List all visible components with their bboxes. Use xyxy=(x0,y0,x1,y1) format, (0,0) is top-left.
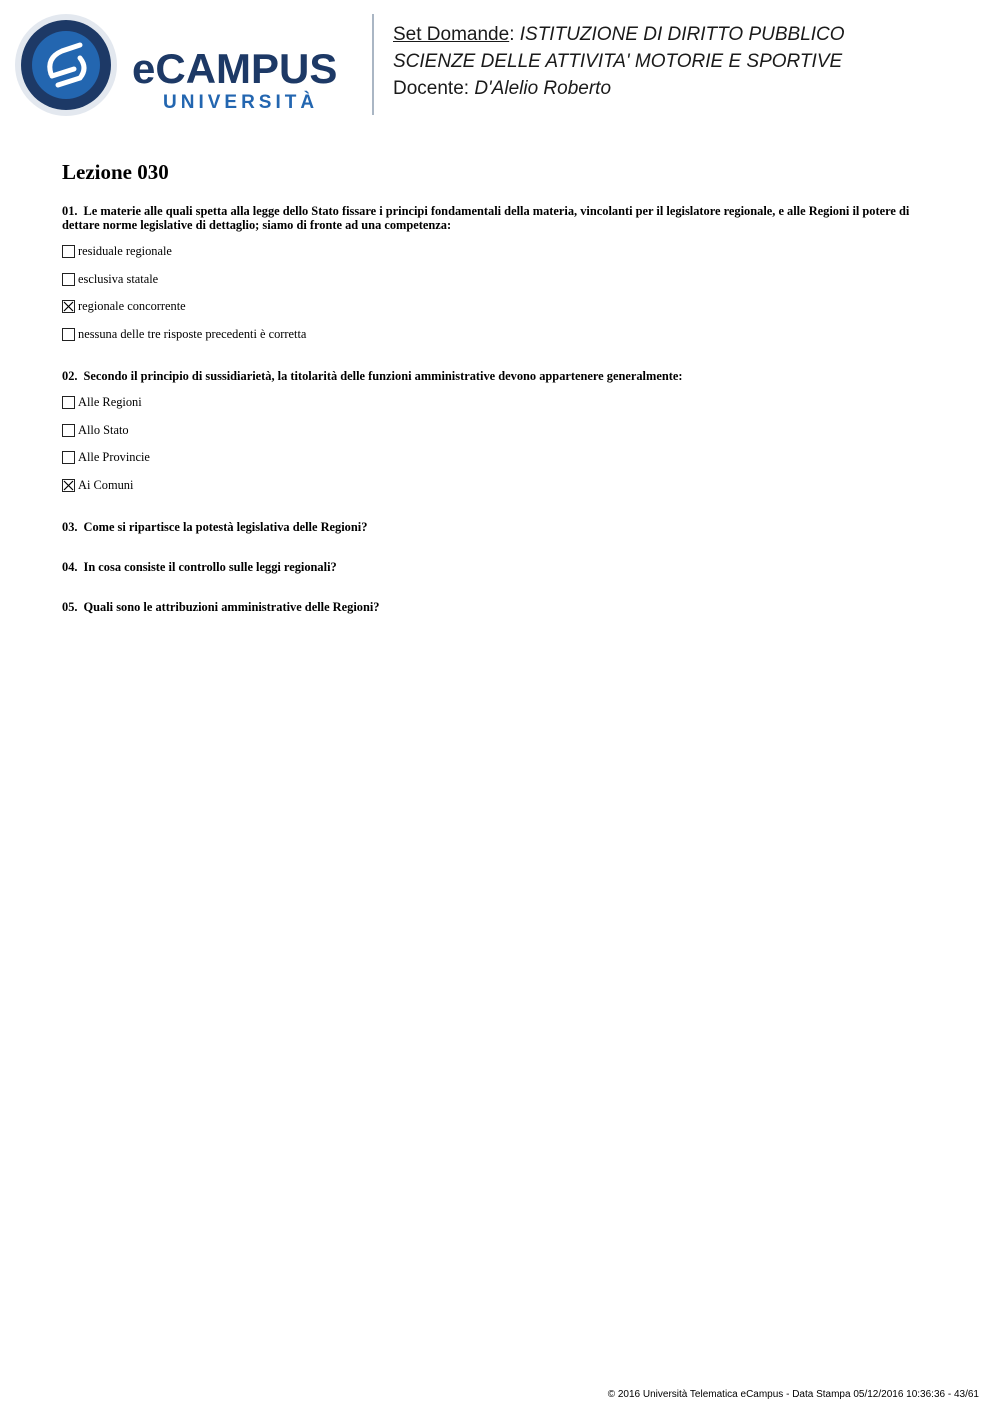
question-number: 02. xyxy=(62,369,78,383)
teacher-line xyxy=(393,75,845,102)
option-label: regionale concorrente xyxy=(78,298,186,313)
course-header xyxy=(393,21,845,102)
page-footer: © 2016 Università Telematica eCampus - Data Stampa 05/12/2016 10:36:36 - 43/61 xyxy=(607,1389,979,1400)
logo-seal-inner xyxy=(32,31,100,99)
question-03 xyxy=(62,520,367,534)
header-divider xyxy=(372,14,374,115)
question-05 xyxy=(62,600,380,614)
question-text: Quali sono le attribuzioni amministrative delle Regioni? xyxy=(83,600,380,614)
option-q1-2[interactable] xyxy=(62,271,158,287)
option-label: nessuna delle tre risposte precedenti è corretta xyxy=(78,326,307,341)
option-label: Allo Stato xyxy=(78,422,129,437)
question-number: 03. xyxy=(62,520,78,534)
option-label: Alle Regioni xyxy=(78,394,142,409)
checked-checkbox-icon[interactable] xyxy=(62,300,75,313)
checkbox-icon[interactable] xyxy=(62,424,75,437)
logo-subtitle: UNIVERSITÀ xyxy=(163,92,319,113)
question-text: Come si ripartisce la potestà legislativa delle Regioni? xyxy=(83,520,368,534)
question-number: 05. xyxy=(62,600,78,614)
option-q2-1[interactable] xyxy=(62,394,142,410)
teacher-label: Docente: xyxy=(393,78,475,99)
checkbox-icon[interactable] xyxy=(62,396,75,409)
option-label: Alle Provincie xyxy=(78,449,150,464)
question-02 xyxy=(62,369,682,383)
checkbox-icon[interactable] xyxy=(62,328,75,341)
course-title-line2: SCIENZE DELLE ATTIVITA' MOTORIE E SPORTIVE xyxy=(393,51,843,72)
checkbox-icon[interactable] xyxy=(62,451,75,464)
question-number: 01. xyxy=(62,204,78,218)
checkbox-icon[interactable] xyxy=(62,273,75,286)
lesson-title: Lezione 030 xyxy=(62,160,169,184)
question-text: In cosa consiste il controllo sulle leggi regionali? xyxy=(83,560,337,574)
set-separator: : xyxy=(509,24,520,45)
option-q1-4[interactable] xyxy=(62,326,306,342)
option-q2-3[interactable] xyxy=(62,449,150,465)
question-text: Le materie alle quali spetta alla legge dello Stato fissare i principi fondamentali della materia, vincolanti per il legislatore regionale, e alle Regioni il potere di dettare norme legislative di dettaglio; siamo di fronte ad una competenza: xyxy=(62,204,910,232)
option-q2-4[interactable] xyxy=(62,477,133,493)
option-label: esclusiva statale xyxy=(78,271,159,286)
course-title-line1 xyxy=(393,21,845,48)
course-title: ISTITUZIONE DI DIRITTO PUBBLICO xyxy=(519,24,845,45)
question-text: Secondo il principio di sussidiarietà, la titolarità delle funzioni amministrative devono appartenere generalmente: xyxy=(83,369,683,383)
checkbox-icon[interactable] xyxy=(62,245,75,258)
ecampus-logo xyxy=(14,14,359,118)
option-label: residuale regionale xyxy=(78,243,172,258)
option-label: Ai Comuni xyxy=(78,477,134,492)
question-01 xyxy=(62,204,942,232)
question-04 xyxy=(62,560,337,574)
option-q1-3[interactable] xyxy=(62,298,186,314)
logo-wordmark: eCAMPUS xyxy=(132,45,338,92)
option-q2-2[interactable] xyxy=(62,422,129,438)
checked-checkbox-icon[interactable] xyxy=(62,479,75,492)
set-label: Set Domande xyxy=(393,24,510,45)
option-q1-1[interactable] xyxy=(62,243,172,259)
teacher-name: D'Alelio Roberto xyxy=(474,78,612,99)
question-number: 04. xyxy=(62,560,78,574)
